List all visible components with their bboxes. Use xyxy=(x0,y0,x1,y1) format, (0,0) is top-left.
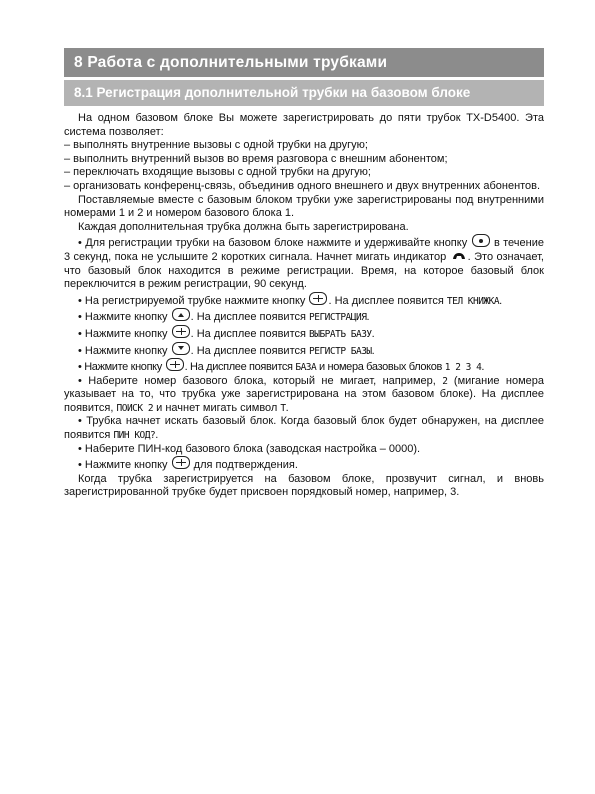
manual-page xyxy=(64,48,544,500)
list-item: – выполнить внутренний вызов во время разговора с внешним абонентом; xyxy=(64,152,448,165)
step-10: • Нажмите кнопку для подтверждения. xyxy=(64,456,544,473)
down-arrow-button-icon xyxy=(172,342,190,355)
cross-navigation-button-icon xyxy=(166,358,184,371)
body-text xyxy=(64,112,544,500)
list-item: – переключать входящие вызовы с одной трубки на другую; xyxy=(64,166,371,179)
step-8: • Трубка начнет искать базовый блок. Когда базовый блок будет обнаружен, на дисплее появится ПИН КОД?. xyxy=(64,415,544,442)
step-3: • Нажмите кнопку . На дисплее появится РЕГИСТРАЦИЯ. xyxy=(64,308,544,325)
preregistered-paragraph: Поставляемые вместе с базовым блоком трубки уже зарегистрированы под внутренними номерами 1 и 2 и номером базового блока 1. xyxy=(64,193,544,220)
lcd-text: ВЫБРАТЬ БАЗУ xyxy=(309,328,372,340)
cross-navigation-button-icon xyxy=(172,325,190,338)
phone-handset-icon xyxy=(452,252,466,260)
up-arrow-button-icon xyxy=(172,308,190,321)
intro-paragraph: На одном базовом блоке Вы можете зарегистрировать до пяти трубок TX-D5400. Эта система позволяет: xyxy=(64,112,544,138)
final-paragraph: Когда трубка зарегистрируется на базовом блоке, прозвучит сигнал, и вновь зарегистрированной трубке будет присвоен порядковый номер, например, 3. xyxy=(64,472,544,499)
register-required-paragraph: Каждая дополнительная трубка должна быть зарегистрирована. xyxy=(78,220,409,233)
step-1: • Для регистрации трубки на базовом блоке нажмите и удерживайте кнопку в течение 3 секунд, пока не услышите 2 коротких сигнала. Начнет мигать индикатор . Это означает, что базовый блок находится в режиме регистрации. Время, на которое базовый блок переключится в режим регистрации, 90 секунд. xyxy=(64,234,544,291)
lcd-text: ПИН КОД? xyxy=(113,430,156,442)
step-6: • Нажмите кнопку . На дисплее появится БАЗА и номера базовых блоков 1 2 3 4. xyxy=(64,358,544,375)
lcd-text: РЕГИСТР БАЗЫ xyxy=(309,345,372,357)
lcd-text: ТЕЛ КНИЖКА xyxy=(446,295,500,307)
step-5: • Нажмите кнопку . На дисплее появится РЕГИСТР БАЗЫ. xyxy=(64,342,544,359)
lcd-text: Т xyxy=(280,402,286,414)
cross-navigation-button-icon xyxy=(309,292,327,305)
cross-navigation-button-icon xyxy=(172,456,190,469)
lcd-text: ПОИСК 2 xyxy=(116,402,154,414)
dot-button-icon xyxy=(472,234,490,247)
step-2: • На регистрируемой трубке нажмите кнопку . На дисплее появится ТЕЛ КНИЖКА. xyxy=(64,292,544,309)
step-4: • Нажмите кнопку . На дисплее появится ВЫБРАТЬ БАЗУ. xyxy=(64,325,544,342)
list-item: – организовать конференц-связь, объединив одного внешнего и двух внутренних абонентов. xyxy=(64,179,541,192)
lcd-text: БАЗА xyxy=(295,362,317,374)
list-item: – выполнять внутренние вызовы с одной трубки на другую; xyxy=(64,139,368,152)
lcd-text: 2 xyxy=(442,375,448,387)
section-title: 8.1 Регистрация дополнительной трубки на базовом блоке xyxy=(64,80,544,106)
lcd-text: 1 2 3 4 xyxy=(444,362,482,374)
step-9: • Наберите ПИН-код базового блока (заводская настройка – 0000). xyxy=(78,442,421,455)
step-7: • Наберите номер базового блока, который не мигает, например, 2 (мигание номера указывает на то, что трубка уже зарегистрирована на этом базовом блоке). На дисплее появится, ПОИСК 2 и начнет мигать символ Т. xyxy=(64,374,545,414)
lcd-text: РЕГИСТРАЦИЯ xyxy=(309,312,367,324)
chapter-title: 8 Работа с дополнительными трубками xyxy=(64,48,544,77)
